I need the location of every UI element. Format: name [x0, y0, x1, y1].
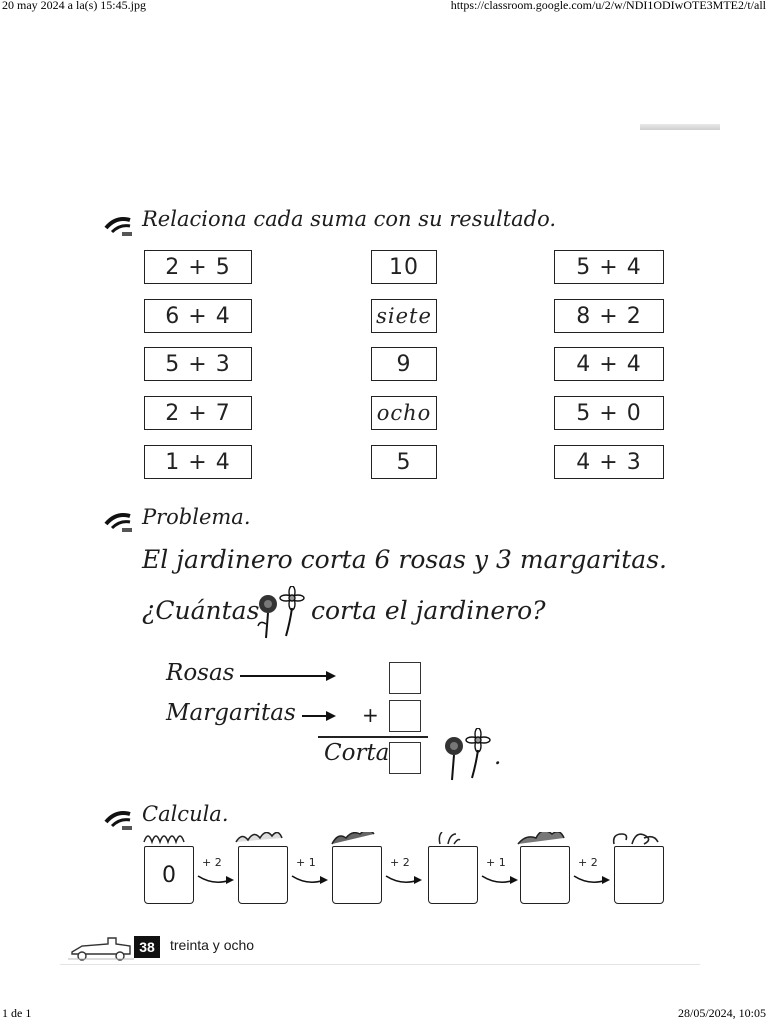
arrow-line [240, 675, 328, 677]
flower-pot-box[interactable] [614, 846, 664, 904]
question-start: ¿Cuántas [142, 596, 260, 625]
sum-box-right[interactable]: 5 + 0 [554, 396, 664, 430]
rose-daisy-icon [254, 586, 308, 646]
sum-box-right[interactable]: 4 + 4 [554, 347, 664, 381]
result-box[interactable]: siete [371, 299, 437, 333]
answer-box-total[interactable] [389, 742, 421, 774]
arrow-head-icon [326, 671, 336, 681]
question-end: corta el jardinero? [311, 596, 546, 625]
curved-arrow-icon [290, 872, 330, 888]
sum-box-left[interactable]: 2 + 5 [144, 250, 252, 284]
result-box[interactable]: 9 [371, 347, 437, 381]
arrow-head-icon [326, 711, 336, 721]
answer-box-rosas[interactable] [389, 662, 421, 694]
flower-pot-box[interactable] [520, 846, 570, 904]
print-header-url: https://classroom.google.com/u/2/w/NDI1ODIwOTE3MTE2/t/all [450, 0, 766, 12]
page-number-words: treinta y ocho [170, 937, 255, 953]
flower-pot-box[interactable] [144, 846, 194, 904]
page-number-badge: 38 [134, 936, 160, 958]
flower-pot-box[interactable] [332, 846, 382, 904]
sum-box-left[interactable]: 2 + 7 [144, 396, 252, 430]
sum-box-right[interactable]: 4 + 3 [554, 445, 664, 479]
result-box[interactable]: 5 [371, 445, 437, 479]
section-icon [104, 214, 134, 240]
corta-label: Corta [324, 740, 390, 766]
pencil-swoosh-icon [104, 510, 134, 532]
scan-smudge [640, 124, 720, 130]
step-label: + 1 [296, 856, 316, 869]
section-icon [104, 510, 134, 536]
period: . [494, 744, 502, 770]
pencil-swoosh-icon [104, 214, 134, 236]
sum-box-left[interactable]: 6 + 4 [144, 299, 252, 333]
curved-arrow-icon [196, 872, 236, 888]
sum-box-left[interactable]: 5 + 3 [144, 347, 252, 381]
print-header-filename: 20 may 2024 a la(s) 15:45.jpg [2, 0, 146, 12]
section1-title: Relaciona cada suma con su resultado. [142, 207, 557, 231]
arrow-line [302, 715, 328, 717]
margaritas-label: Margaritas [166, 700, 296, 726]
flower-pot-box[interactable] [238, 846, 288, 904]
step-label: + 2 [578, 856, 598, 869]
rosas-label: Rosas [166, 660, 235, 686]
plus-sign: + [362, 703, 379, 727]
print-footer-datetime: 28/05/2024, 10:05 [677, 1006, 766, 1020]
section3-title: Calcula. [142, 802, 229, 826]
sum-box-right[interactable]: 5 + 4 [554, 250, 664, 284]
section2-title: Problema. [142, 505, 251, 529]
step-label: + 2 [202, 856, 222, 869]
pot-start-value: 0 [162, 862, 176, 888]
pencil-swoosh-icon [104, 808, 134, 830]
step-label: + 1 [486, 856, 506, 869]
page-edge [60, 964, 700, 965]
section-icon [104, 808, 134, 834]
print-footer-pages: 1 de 1 [2, 1006, 32, 1020]
problem-statement: El jardinero corta 6 rosas y 3 margaritas. [142, 545, 667, 574]
result-box[interactable]: 10 [371, 250, 437, 284]
rose-daisy-icon [440, 728, 494, 788]
curved-arrow-icon [480, 872, 520, 888]
sum-line [318, 736, 428, 738]
step-label: + 2 [390, 856, 410, 869]
result-box[interactable]: ocho [371, 396, 437, 430]
sum-box-right[interactable]: 8 + 2 [554, 299, 664, 333]
car-illustration-icon [68, 932, 134, 966]
curved-arrow-icon [384, 872, 424, 888]
curved-arrow-icon [572, 872, 612, 888]
answer-box-margaritas[interactable] [389, 700, 421, 732]
flower-pot-box[interactable] [428, 846, 478, 904]
sum-box-left[interactable]: 1 + 4 [144, 445, 252, 479]
